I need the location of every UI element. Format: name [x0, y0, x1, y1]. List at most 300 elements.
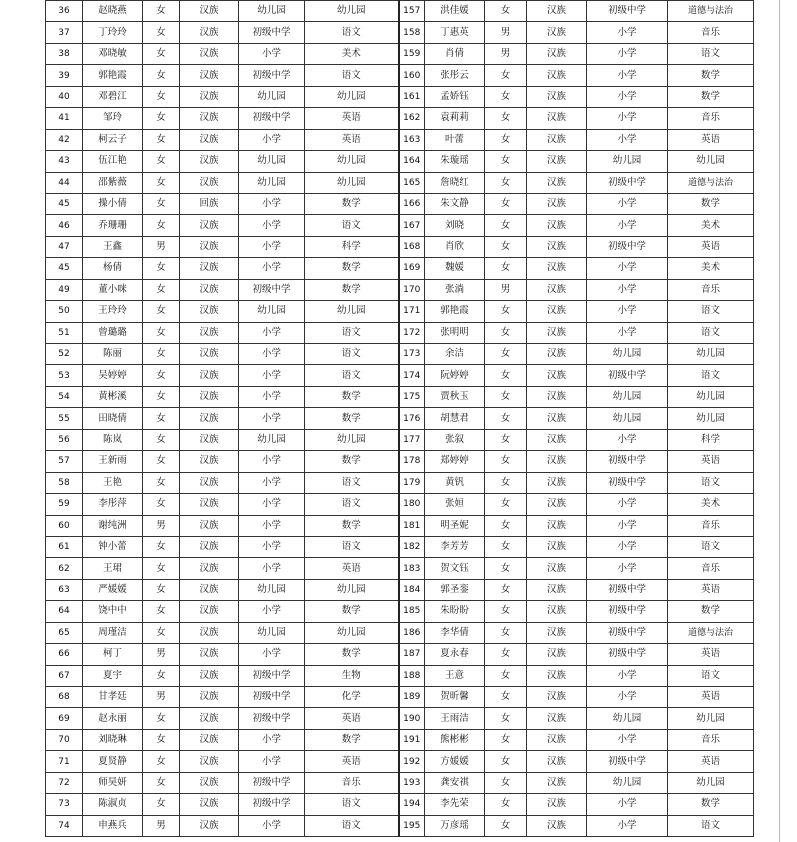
right-name-cell: 张淌 — [425, 279, 485, 300]
left-subject-cell: 语文 — [305, 65, 399, 86]
right-gender-cell: 女 — [485, 429, 527, 450]
left-number-cell: 71 — [46, 751, 83, 772]
right-number-cell: 162 — [399, 108, 425, 129]
table-row — [46, 429, 754, 450]
table-row — [46, 494, 754, 515]
left-school-level-cell: 初级中学 — [239, 665, 305, 686]
left-name-cell: 吴婷婷 — [83, 365, 143, 386]
left-number-cell: 54 — [46, 386, 83, 407]
left-ethnicity-cell: 汉族 — [180, 472, 239, 493]
left-subject-cell: 数学 — [305, 729, 399, 750]
table-row — [46, 815, 754, 836]
left-name-cell: 夏贤静 — [83, 751, 143, 772]
right-name-cell: 万彦瑶 — [425, 815, 485, 836]
table-row — [46, 665, 754, 686]
left-school-level-cell: 幼儿园 — [239, 429, 305, 450]
right-subject-cell: 数学 — [668, 65, 754, 86]
table-row — [46, 301, 754, 322]
left-name-cell: 陈淑贞 — [83, 794, 143, 815]
left-gender-cell: 男 — [143, 644, 180, 665]
left-school-level-cell: 幼儿园 — [239, 1, 305, 22]
right-subject-cell: 音乐 — [668, 279, 754, 300]
left-name-cell: 陈丽 — [83, 344, 143, 365]
right-name-cell: 张明明 — [425, 322, 485, 343]
right-gender-cell: 女 — [485, 108, 527, 129]
right-school-level-cell: 小学 — [587, 515, 668, 536]
left-school-level-cell: 幼儿园 — [239, 151, 305, 172]
left-school-level-cell: 小学 — [239, 494, 305, 515]
table-row — [46, 172, 754, 193]
right-gender-cell: 女 — [485, 494, 527, 515]
right-number-cell: 177 — [399, 429, 425, 450]
right-number-cell: 181 — [399, 515, 425, 536]
table-row — [46, 215, 754, 236]
table-row — [46, 86, 754, 107]
left-school-level-cell: 小学 — [239, 365, 305, 386]
left-gender-cell: 女 — [143, 172, 180, 193]
left-gender-cell: 女 — [143, 751, 180, 772]
left-subject-cell: 幼儿园 — [305, 151, 399, 172]
left-subject-cell: 语文 — [305, 215, 399, 236]
table-row — [46, 751, 754, 772]
left-subject-cell: 语文 — [305, 22, 399, 43]
left-ethnicity-cell: 汉族 — [180, 258, 239, 279]
right-ethnicity-cell: 汉族 — [527, 472, 587, 493]
left-ethnicity-cell: 汉族 — [180, 536, 239, 557]
left-school-level-cell: 幼儿园 — [239, 172, 305, 193]
table-row — [46, 322, 754, 343]
right-school-level-cell: 小学 — [587, 108, 668, 129]
left-ethnicity-cell: 汉族 — [180, 579, 239, 600]
right-name-cell: 贾秋玉 — [425, 386, 485, 407]
right-gender-cell: 女 — [485, 815, 527, 836]
right-name-cell: 贺昕馨 — [425, 687, 485, 708]
left-name-cell: 黄彬溪 — [83, 386, 143, 407]
left-school-level-cell: 小学 — [239, 536, 305, 557]
left-gender-cell: 女 — [143, 429, 180, 450]
right-subject-cell: 英语 — [668, 236, 754, 257]
left-number-cell: 59 — [46, 494, 83, 515]
right-name-cell: 胡慧君 — [425, 408, 485, 429]
right-number-cell: 182 — [399, 536, 425, 557]
right-gender-cell: 女 — [485, 193, 527, 214]
left-school-level-cell: 小学 — [239, 386, 305, 407]
right-ethnicity-cell: 汉族 — [527, 815, 587, 836]
left-school-level-cell: 小学 — [239, 408, 305, 429]
left-subject-cell: 语文 — [305, 536, 399, 557]
left-subject-cell: 生物 — [305, 665, 399, 686]
left-subject-cell: 语文 — [305, 794, 399, 815]
right-subject-cell: 英语 — [668, 751, 754, 772]
right-subject-cell: 语文 — [668, 365, 754, 386]
right-number-cell: 175 — [399, 386, 425, 407]
right-number-cell: 184 — [399, 579, 425, 600]
right-name-cell: 明圣妮 — [425, 515, 485, 536]
right-number-cell: 159 — [399, 43, 425, 64]
left-ethnicity-cell: 汉族 — [180, 451, 239, 472]
right-gender-cell: 女 — [485, 472, 527, 493]
right-subject-cell: 音乐 — [668, 515, 754, 536]
table-row — [46, 708, 754, 729]
right-number-cell: 195 — [399, 815, 425, 836]
left-number-cell: 41 — [46, 108, 83, 129]
left-subject-cell: 语文 — [305, 322, 399, 343]
left-subject-cell: 数学 — [305, 408, 399, 429]
right-number-cell: 168 — [399, 236, 425, 257]
left-name-cell: 赵永丽 — [83, 708, 143, 729]
left-school-level-cell: 小学 — [239, 515, 305, 536]
right-gender-cell: 女 — [485, 729, 527, 750]
table-row — [46, 622, 754, 643]
left-gender-cell: 女 — [143, 86, 180, 107]
right-ethnicity-cell: 汉族 — [527, 193, 587, 214]
left-number-cell: 67 — [46, 665, 83, 686]
left-gender-cell: 女 — [143, 301, 180, 322]
right-subject-cell: 英语 — [668, 644, 754, 665]
right-ethnicity-cell: 汉族 — [527, 794, 587, 815]
right-number-cell: 190 — [399, 708, 425, 729]
left-school-level-cell: 小学 — [239, 558, 305, 579]
right-subject-cell: 道德与法治 — [668, 1, 754, 22]
left-number-cell: 62 — [46, 558, 83, 579]
left-subject-cell: 数学 — [305, 601, 399, 622]
right-gender-cell: 男 — [485, 279, 527, 300]
left-subject-cell: 英语 — [305, 708, 399, 729]
right-school-level-cell: 小学 — [587, 687, 668, 708]
right-school-level-cell: 小学 — [587, 494, 668, 515]
left-name-cell: 钟小蕾 — [83, 536, 143, 557]
right-name-cell: 詹晓红 — [425, 172, 485, 193]
right-ethnicity-cell: 汉族 — [527, 86, 587, 107]
right-gender-cell: 女 — [485, 408, 527, 429]
left-number-cell: 64 — [46, 601, 83, 622]
right-gender-cell: 女 — [485, 558, 527, 579]
right-subject-cell: 道德与法治 — [668, 172, 754, 193]
left-school-level-cell: 初级中学 — [239, 687, 305, 708]
table-row — [46, 601, 754, 622]
left-name-cell: 王艳 — [83, 472, 143, 493]
right-school-level-cell: 小学 — [587, 322, 668, 343]
table-row — [46, 43, 754, 64]
left-school-level-cell: 小学 — [239, 729, 305, 750]
right-name-cell: 张姮 — [425, 494, 485, 515]
right-ethnicity-cell: 汉族 — [527, 258, 587, 279]
right-ethnicity-cell: 汉族 — [527, 322, 587, 343]
left-name-cell: 赵晓燕 — [83, 1, 143, 22]
right-ethnicity-cell: 汉族 — [527, 429, 587, 450]
left-ethnicity-cell: 汉族 — [180, 301, 239, 322]
left-school-level-cell: 初级中学 — [239, 22, 305, 43]
table-row — [46, 108, 754, 129]
right-name-cell: 王雨洁 — [425, 708, 485, 729]
table-row — [46, 644, 754, 665]
left-name-cell: 饶中中 — [83, 601, 143, 622]
left-number-cell: 66 — [46, 644, 83, 665]
left-subject-cell: 英语 — [305, 558, 399, 579]
right-name-cell: 郭艳霞 — [425, 301, 485, 322]
left-ethnicity-cell: 汉族 — [180, 772, 239, 793]
table-row — [46, 729, 754, 750]
right-subject-cell: 语文 — [668, 536, 754, 557]
right-school-level-cell: 初级中学 — [587, 1, 668, 22]
left-number-cell: 58 — [46, 472, 83, 493]
left-ethnicity-cell: 汉族 — [180, 43, 239, 64]
right-school-level-cell: 幼儿园 — [587, 386, 668, 407]
right-subject-cell: 幼儿园 — [668, 344, 754, 365]
table-row — [46, 236, 754, 257]
right-name-cell: 张彤云 — [425, 65, 485, 86]
right-name-cell: 朱璇瑶 — [425, 151, 485, 172]
left-number-cell: 53 — [46, 365, 83, 386]
right-school-level-cell: 小学 — [587, 43, 668, 64]
right-subject-cell: 语文 — [668, 815, 754, 836]
left-ethnicity-cell: 汉族 — [180, 815, 239, 836]
right-name-cell: 肖欣 — [425, 236, 485, 257]
table-row — [46, 193, 754, 214]
right-name-cell: 洪佳媛 — [425, 1, 485, 22]
left-school-level-cell: 小学 — [239, 258, 305, 279]
left-ethnicity-cell: 汉族 — [180, 279, 239, 300]
left-number-cell: 72 — [46, 772, 83, 793]
right-gender-cell: 女 — [485, 344, 527, 365]
left-number-cell: 65 — [46, 622, 83, 643]
right-school-level-cell: 小学 — [587, 794, 668, 815]
right-school-level-cell: 初级中学 — [587, 644, 668, 665]
left-ethnicity-cell: 汉族 — [180, 408, 239, 429]
left-name-cell: 谢纯洲 — [83, 515, 143, 536]
right-ethnicity-cell: 汉族 — [527, 644, 587, 665]
left-number-cell: 68 — [46, 687, 83, 708]
left-school-level-cell: 幼儿园 — [239, 579, 305, 600]
left-name-cell: 操小倩 — [83, 193, 143, 214]
left-gender-cell: 女 — [143, 729, 180, 750]
left-name-cell: 邓碧江 — [83, 86, 143, 107]
right-subject-cell: 美术 — [668, 215, 754, 236]
right-subject-cell: 音乐 — [668, 729, 754, 750]
left-subject-cell: 英语 — [305, 129, 399, 150]
right-school-level-cell: 初级中学 — [587, 472, 668, 493]
right-school-level-cell: 小学 — [587, 215, 668, 236]
left-gender-cell: 女 — [143, 365, 180, 386]
right-ethnicity-cell: 汉族 — [527, 108, 587, 129]
right-name-cell: 朱盼盼 — [425, 601, 485, 622]
left-number-cell: 60 — [46, 515, 83, 536]
left-gender-cell: 女 — [143, 22, 180, 43]
right-subject-cell: 幼儿园 — [668, 151, 754, 172]
left-gender-cell: 女 — [143, 536, 180, 557]
right-gender-cell: 女 — [485, 708, 527, 729]
left-subject-cell: 幼儿园 — [305, 429, 399, 450]
left-gender-cell: 女 — [143, 494, 180, 515]
table-row — [46, 65, 754, 86]
left-name-cell: 王珺 — [83, 558, 143, 579]
table-row — [46, 472, 754, 493]
right-school-level-cell: 小学 — [587, 86, 668, 107]
right-ethnicity-cell: 汉族 — [527, 708, 587, 729]
left-school-level-cell: 小学 — [239, 322, 305, 343]
right-school-level-cell: 小学 — [587, 558, 668, 579]
left-gender-cell: 女 — [143, 193, 180, 214]
right-number-cell: 167 — [399, 215, 425, 236]
left-number-cell: 42 — [46, 129, 83, 150]
left-subject-cell: 数学 — [305, 258, 399, 279]
left-ethnicity-cell: 汉族 — [180, 687, 239, 708]
left-name-cell: 周瑾洁 — [83, 622, 143, 643]
right-ethnicity-cell: 汉族 — [527, 772, 587, 793]
right-number-cell: 169 — [399, 258, 425, 279]
left-ethnicity-cell: 汉族 — [180, 429, 239, 450]
right-number-cell: 173 — [399, 344, 425, 365]
right-number-cell: 183 — [399, 558, 425, 579]
right-name-cell: 郭圣銮 — [425, 579, 485, 600]
left-school-level-cell: 小学 — [239, 472, 305, 493]
right-ethnicity-cell: 汉族 — [527, 151, 587, 172]
left-gender-cell: 女 — [143, 258, 180, 279]
left-gender-cell: 女 — [143, 794, 180, 815]
right-school-level-cell: 幼儿园 — [587, 708, 668, 729]
left-subject-cell: 数学 — [305, 451, 399, 472]
left-gender-cell: 男 — [143, 236, 180, 257]
right-number-cell: 172 — [399, 322, 425, 343]
left-name-cell: 甘孝廷 — [83, 687, 143, 708]
right-school-level-cell: 初级中学 — [587, 622, 668, 643]
right-subject-cell: 道德与法治 — [668, 622, 754, 643]
right-ethnicity-cell: 汉族 — [527, 622, 587, 643]
left-ethnicity-cell: 汉族 — [180, 108, 239, 129]
right-number-cell: 171 — [399, 301, 425, 322]
left-name-cell: 柯云子 — [83, 129, 143, 150]
left-subject-cell: 美术 — [305, 43, 399, 64]
left-school-level-cell: 小学 — [239, 644, 305, 665]
left-number-cell: 36 — [46, 1, 83, 22]
table-row — [46, 1, 754, 22]
left-gender-cell: 女 — [143, 65, 180, 86]
right-name-cell: 魏媛 — [425, 258, 485, 279]
left-number-cell: 39 — [46, 65, 83, 86]
right-ethnicity-cell: 汉族 — [527, 494, 587, 515]
right-gender-cell: 女 — [485, 86, 527, 107]
right-name-cell: 肖倩 — [425, 43, 485, 64]
table-row — [46, 687, 754, 708]
left-number-cell: 70 — [46, 729, 83, 750]
right-gender-cell: 女 — [485, 515, 527, 536]
right-gender-cell: 女 — [485, 322, 527, 343]
right-number-cell: 161 — [399, 86, 425, 107]
right-subject-cell: 英语 — [668, 687, 754, 708]
right-ethnicity-cell: 汉族 — [527, 515, 587, 536]
right-gender-cell: 女 — [485, 65, 527, 86]
table-row — [46, 129, 754, 150]
left-gender-cell: 女 — [143, 108, 180, 129]
right-ethnicity-cell: 汉族 — [527, 558, 587, 579]
right-name-cell: 龚安祺 — [425, 772, 485, 793]
right-school-level-cell: 小学 — [587, 301, 668, 322]
right-school-level-cell: 幼儿园 — [587, 772, 668, 793]
left-ethnicity-cell: 汉族 — [180, 601, 239, 622]
right-name-cell: 叶蕾 — [425, 129, 485, 150]
right-ethnicity-cell: 汉族 — [527, 22, 587, 43]
right-name-cell: 李芳芳 — [425, 536, 485, 557]
left-gender-cell: 男 — [143, 815, 180, 836]
right-subject-cell: 英语 — [668, 579, 754, 600]
left-school-level-cell: 幼儿园 — [239, 622, 305, 643]
left-gender-cell: 女 — [143, 151, 180, 172]
right-subject-cell: 数学 — [668, 193, 754, 214]
left-name-cell: 伍江艳 — [83, 151, 143, 172]
right-school-level-cell: 幼儿园 — [587, 151, 668, 172]
left-gender-cell: 男 — [143, 515, 180, 536]
left-ethnicity-cell: 汉族 — [180, 386, 239, 407]
left-gender-cell: 女 — [143, 279, 180, 300]
left-name-cell: 严媛媛 — [83, 579, 143, 600]
right-subject-cell: 英语 — [668, 129, 754, 150]
right-subject-cell: 语文 — [668, 472, 754, 493]
left-subject-cell: 化学 — [305, 687, 399, 708]
left-ethnicity-cell: 汉族 — [180, 86, 239, 107]
left-school-level-cell: 小学 — [239, 43, 305, 64]
left-gender-cell: 女 — [143, 43, 180, 64]
right-school-level-cell: 小学 — [587, 429, 668, 450]
left-number-cell: 55 — [46, 408, 83, 429]
right-gender-cell: 女 — [485, 622, 527, 643]
right-ethnicity-cell: 汉族 — [527, 751, 587, 772]
roster-table-body — [46, 1, 754, 837]
left-subject-cell: 数学 — [305, 644, 399, 665]
right-gender-cell: 女 — [485, 794, 527, 815]
right-school-level-cell: 初级中学 — [587, 451, 668, 472]
right-gender-cell: 女 — [485, 1, 527, 22]
left-ethnicity-cell: 汉族 — [180, 708, 239, 729]
right-name-cell: 王意 — [425, 665, 485, 686]
right-name-cell: 孟娇钰 — [425, 86, 485, 107]
right-number-cell: 178 — [399, 451, 425, 472]
right-subject-cell: 幼儿园 — [668, 772, 754, 793]
right-ethnicity-cell: 汉族 — [527, 365, 587, 386]
left-name-cell: 杨倩 — [83, 258, 143, 279]
left-subject-cell: 幼儿园 — [305, 1, 399, 22]
page-edge-line — [779, 0, 780, 842]
right-gender-cell: 女 — [485, 687, 527, 708]
left-subject-cell: 语文 — [305, 815, 399, 836]
right-school-level-cell: 初级中学 — [587, 236, 668, 257]
left-subject-cell: 幼儿园 — [305, 172, 399, 193]
right-name-cell: 李华倩 — [425, 622, 485, 643]
right-name-cell: 黄钒 — [425, 472, 485, 493]
left-ethnicity-cell: 汉族 — [180, 344, 239, 365]
right-gender-cell: 男 — [485, 43, 527, 64]
right-number-cell: 164 — [399, 151, 425, 172]
right-ethnicity-cell: 汉族 — [527, 301, 587, 322]
left-subject-cell: 语文 — [305, 344, 399, 365]
left-ethnicity-cell: 汉族 — [180, 558, 239, 579]
left-number-cell: 56 — [46, 429, 83, 450]
right-number-cell: 188 — [399, 665, 425, 686]
right-ethnicity-cell: 汉族 — [527, 172, 587, 193]
right-school-level-cell: 初级中学 — [587, 601, 668, 622]
right-subject-cell: 数学 — [668, 86, 754, 107]
right-school-level-cell: 初级中学 — [587, 365, 668, 386]
right-gender-cell: 女 — [485, 151, 527, 172]
left-number-cell: 49 — [46, 279, 83, 300]
left-gender-cell: 女 — [143, 622, 180, 643]
left-school-level-cell: 小学 — [239, 344, 305, 365]
right-ethnicity-cell: 汉族 — [527, 1, 587, 22]
right-gender-cell: 女 — [485, 451, 527, 472]
left-gender-cell: 女 — [143, 344, 180, 365]
right-number-cell: 189 — [399, 687, 425, 708]
left-name-cell: 刘晓琳 — [83, 729, 143, 750]
left-name-cell: 田晓倩 — [83, 408, 143, 429]
